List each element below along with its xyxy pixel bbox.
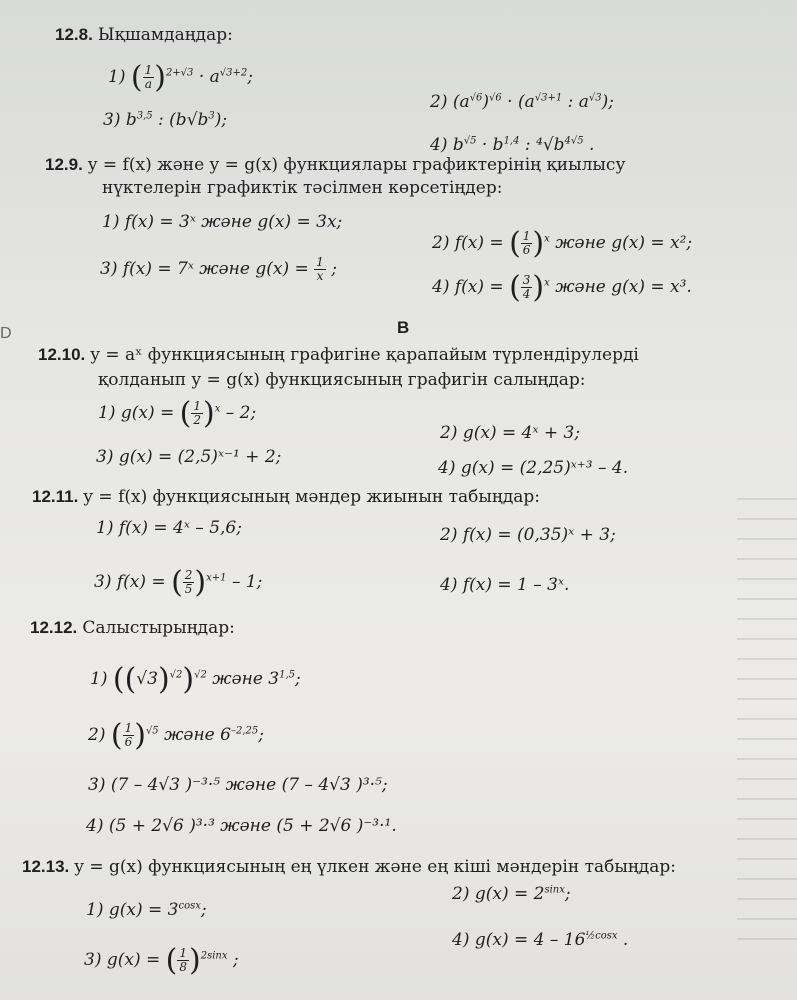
problem-12-11-item-3: 3) f(x) = ( $\frac{2}{5}$ )$^{x+1}$ – 1; xyxy=(94,565,263,600)
problem-12-13-item-3: 3) g(x) = ( $\frac{1}{8}$ )$^{2sinx}$ ; xyxy=(84,943,239,978)
problem-12-9-header: 12.9. y = f(x) және y = g(x) функциялары графиктерінің қиылысу xyxy=(45,155,626,175)
problem-12-13-item-1: 1) $g(x) = 3^{cosx}$; xyxy=(86,900,207,920)
problem-12-8-item-4: 4) $b^{√5} \cdot b^{1,4}$ : $^4√b^{4√5}$ . xyxy=(430,135,595,155)
problem-12-11-item-4: 4) f(x) = 1 – 3ˣ. xyxy=(440,575,570,595)
problem-12-9-item-4: 4) f(x) = ( $\frac{3}{4}$ )$^x$ және g(x) = x³. xyxy=(432,270,692,305)
problem-12-9-item-2: 2) f(x) = ( $\frac{1}{6}$ )$^x$ және g(x) = x²; xyxy=(432,226,693,261)
problem-12-11-item-2: 2) f(x) = (0,35)ˣ + 3; xyxy=(440,525,616,545)
problem-12-12-header: 12.12. Салыстырыңдар: xyxy=(30,618,235,638)
problem-12-13-item-4: 4) $g(x) = 4 - 16^{\frac{1}{2}cosx}$ . xyxy=(452,930,629,950)
margin-mark: D xyxy=(0,325,12,342)
problem-12-12-item-4: 4) (5 + 2√6 )³·³ және (5 + 2√6 )⁻³·¹. xyxy=(86,816,397,836)
bleed-through-text xyxy=(737,480,797,950)
problem-12-8-header: 12.8. Ықшамдаңдар: xyxy=(55,25,233,45)
problem-12-10-header-line2: қолданып y = g(x) функциясының графигін салыңдар: xyxy=(98,370,586,390)
problem-12-10-item-2: 2) g(x) = 4ˣ + 3; xyxy=(440,423,581,443)
problem-12-12-item-1: 1) $((√3)^{√2})^{√2}$ және 3$^{1,5}$; xyxy=(90,662,301,697)
problem-12-9-item-3: 3) f(x) = 7ˣ және g(x) = $\frac{1}{x}$ ; xyxy=(100,255,337,283)
problem-12-10-item-1: 1) g(x) = ( $\frac{1}{2}$ )$^x$ – 2; xyxy=(98,396,257,431)
problem-12-8-item-2: 2) $(a^{√6})^{√6} \cdot (a^{√3+1}$ : $a^{√3}$); xyxy=(430,92,614,112)
problem-12-8-item-3: 3) $b^{3,5}$ : $(b√b^3)$; xyxy=(103,110,228,130)
problem-12-10-item-4: 4) g(x) = (2,25)ˣ⁺³ – 4. xyxy=(438,458,629,478)
problem-12-9-item-1: 1) f(x) = 3ˣ және g(x) = 3x; xyxy=(102,212,343,232)
problem-12-11-item-1: 1) f(x) = 4ˣ – 5,6; xyxy=(96,518,242,538)
problem-12-10-item-3: 3) g(x) = (2,5)ˣ⁻¹ + 2; xyxy=(96,447,282,467)
section-letter: B xyxy=(397,318,410,337)
problem-12-12-item-2: 2) ( $\frac{1}{6}$ )$^{√5}$ және $6^{-2,25}$; xyxy=(88,718,264,753)
problem-12-9-header-line2: нүктелерін графиктік тәсілмен көрсетіңдер: xyxy=(102,178,503,198)
problem-12-10-header: 12.10. y = aˣ функциясының графигіне қарапайым түрлендірулерді xyxy=(38,345,639,365)
problem-12-11-header: 12.11. y = f(x) функциясының мәндер жиынын табыңдар: xyxy=(32,487,541,507)
problem-12-12-item-3: 3) (7 – 4√3 )⁻³·⁵ және (7 – 4√3 )³·⁵; xyxy=(88,775,388,795)
problem-12-8-item-1: 1) ( $\frac{1}{a}$ )$^{2+√3} \cdot a^{√3+2}$; xyxy=(108,60,253,95)
problem-12-13-header: 12.13. y = g(x) функциясының ең үлкен және ең кіші мәндерін табыңдар: xyxy=(22,857,676,877)
problem-12-13-item-2: 2) $g(x) = 2^{sinx}$; xyxy=(452,884,571,904)
